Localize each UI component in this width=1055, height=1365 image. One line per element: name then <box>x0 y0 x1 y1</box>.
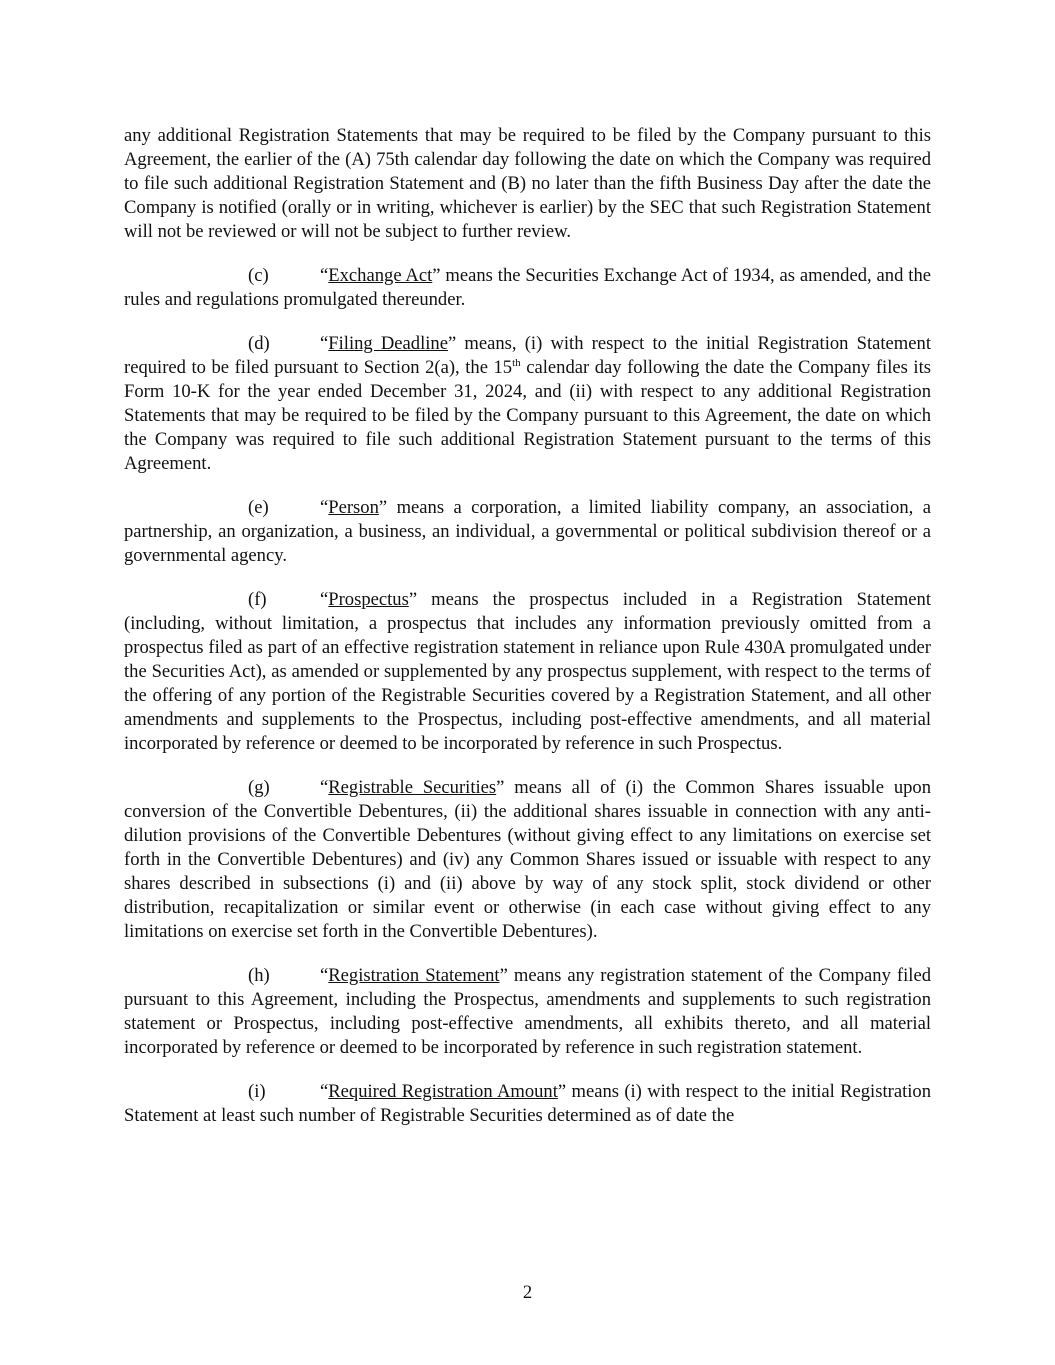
definition-text: ” means the prospectus included in a Registration Statement (including, without limitation, a prospectus that includes any information previously omitted from a prospectus filed as part of an effective registration statement in reliance upon Rule 430A promulgated under the Securities Act), as amended or supplemented by any prospectus supplement, with respect to the terms of the offering of any portion of the Registrable Securities covered by a Registration Statement, and all other amendments and supplements to the Prospectus, including post-effective amendments, and all material incorporated by reference or deemed to be incorporated by reference in such Prospectus. <box>124 589 931 754</box>
clause-number: (h) <box>248 965 270 986</box>
open-quote: “ <box>320 497 329 518</box>
clause-number: (d) <box>248 333 270 354</box>
defined-term: Person <box>328 497 379 518</box>
clause-number: (e) <box>248 497 269 518</box>
ordinal-suffix: th <box>512 356 521 369</box>
definition-text: calendar day following the date the Company files its Form 10-K for the year ended December 31, 2024, and (ii) with respect to any additional Registration Statements that may be required to be filed by the Company pursuant to this Agreement, the date on which the Company was required to file such additional Registration Statement pursuant to the terms of this Agreement. <box>124 357 931 474</box>
definition-text: ” means any registration statement of the Company filed pursuant to this Agreement, including the Prospectus, amendments and supplements to such registration statement or Prospectus, including post-effective amendments, all exhibits thereto, and all material incorporated by reference or deemed to be incorporated by reference in such registration statement. <box>124 965 931 1058</box>
document-page <box>124 124 931 1148</box>
defined-term: Prospectus <box>328 589 409 610</box>
definition-registration-statement <box>124 964 931 1060</box>
open-quote: “ <box>320 1081 329 1102</box>
definition-text: ” means all of (i) the Common Shares issuable upon conversion of the Convertible Debentures, (ii) the additional shares issuable in connection with any anti-dilution provisions of the Convertible Debentures (without giving effect to any limitations on exercise set forth in the Convertible Debentures) and (iv) any Common Shares issued or issuable with respect to any shares described in subsections (i) and (ii) above by way of any stock split, stock dividend or other distribution, recapitalization or similar event or otherwise (in each case without giving effect to any limitations on exercise set forth in the Convertible Debentures). <box>124 777 932 942</box>
open-quote: “ <box>320 265 329 286</box>
defined-term: Registration Statement <box>328 965 500 986</box>
definition-person <box>124 496 931 568</box>
open-quote: “ <box>320 589 329 610</box>
definition-registrable-securities <box>124 776 931 944</box>
defined-term: Required Registration Amount <box>328 1081 558 1102</box>
definition-exchange-act <box>124 264 931 312</box>
clause-number: (c) <box>248 265 269 286</box>
clause-number: (f) <box>248 589 267 610</box>
definition-text: ” means a corporation, a limited liability company, an association, a partnership, an organization, a business, an individual, a governmental or political subdivision thereof or a governmental agency. <box>124 497 931 566</box>
open-quote: “ <box>320 333 329 354</box>
open-quote: “ <box>320 965 329 986</box>
clause-number: (i) <box>248 1081 266 1102</box>
defined-term: Exchange Act <box>328 265 433 286</box>
definition-text: ” means the Securities Exchange Act of 1934, as amended, and the rules and regulations promulgated thereunder. <box>124 265 932 310</box>
paragraph-continuation: any additional Registration Statements that may be required to be filed by the Company pursuant to this Agreement, the earlier of the (A) 75th calendar day following the date on which the Company was required to file such additional Registration Statement and (B) no later than the fifth Business Day after the date the Company is notified (orally or in writing, whichever is earlier) by the SEC that such Registration Statement will not be reviewed or will not be subject to further review. <box>124 125 931 242</box>
definition-prospectus <box>124 588 931 756</box>
defined-term: Filing Deadline <box>328 333 448 354</box>
definition-required-registration-amount <box>124 1080 931 1128</box>
open-quote: “ <box>320 777 329 798</box>
page-number: 2 <box>522 1282 533 1303</box>
definition-text: ” means, (i) with respect to the initial Registration Statement required to be filed pursuant to Section 2(a), the 15 <box>124 333 931 378</box>
clause-number: (g) <box>248 777 270 798</box>
definition-filing-deadline <box>124 332 931 476</box>
defined-term: Registrable Securities <box>328 777 497 798</box>
definition-text: ” means (i) with respect to the initial Registration Statement at least such number of Registrable Securities determined as of date the <box>124 1081 932 1126</box>
